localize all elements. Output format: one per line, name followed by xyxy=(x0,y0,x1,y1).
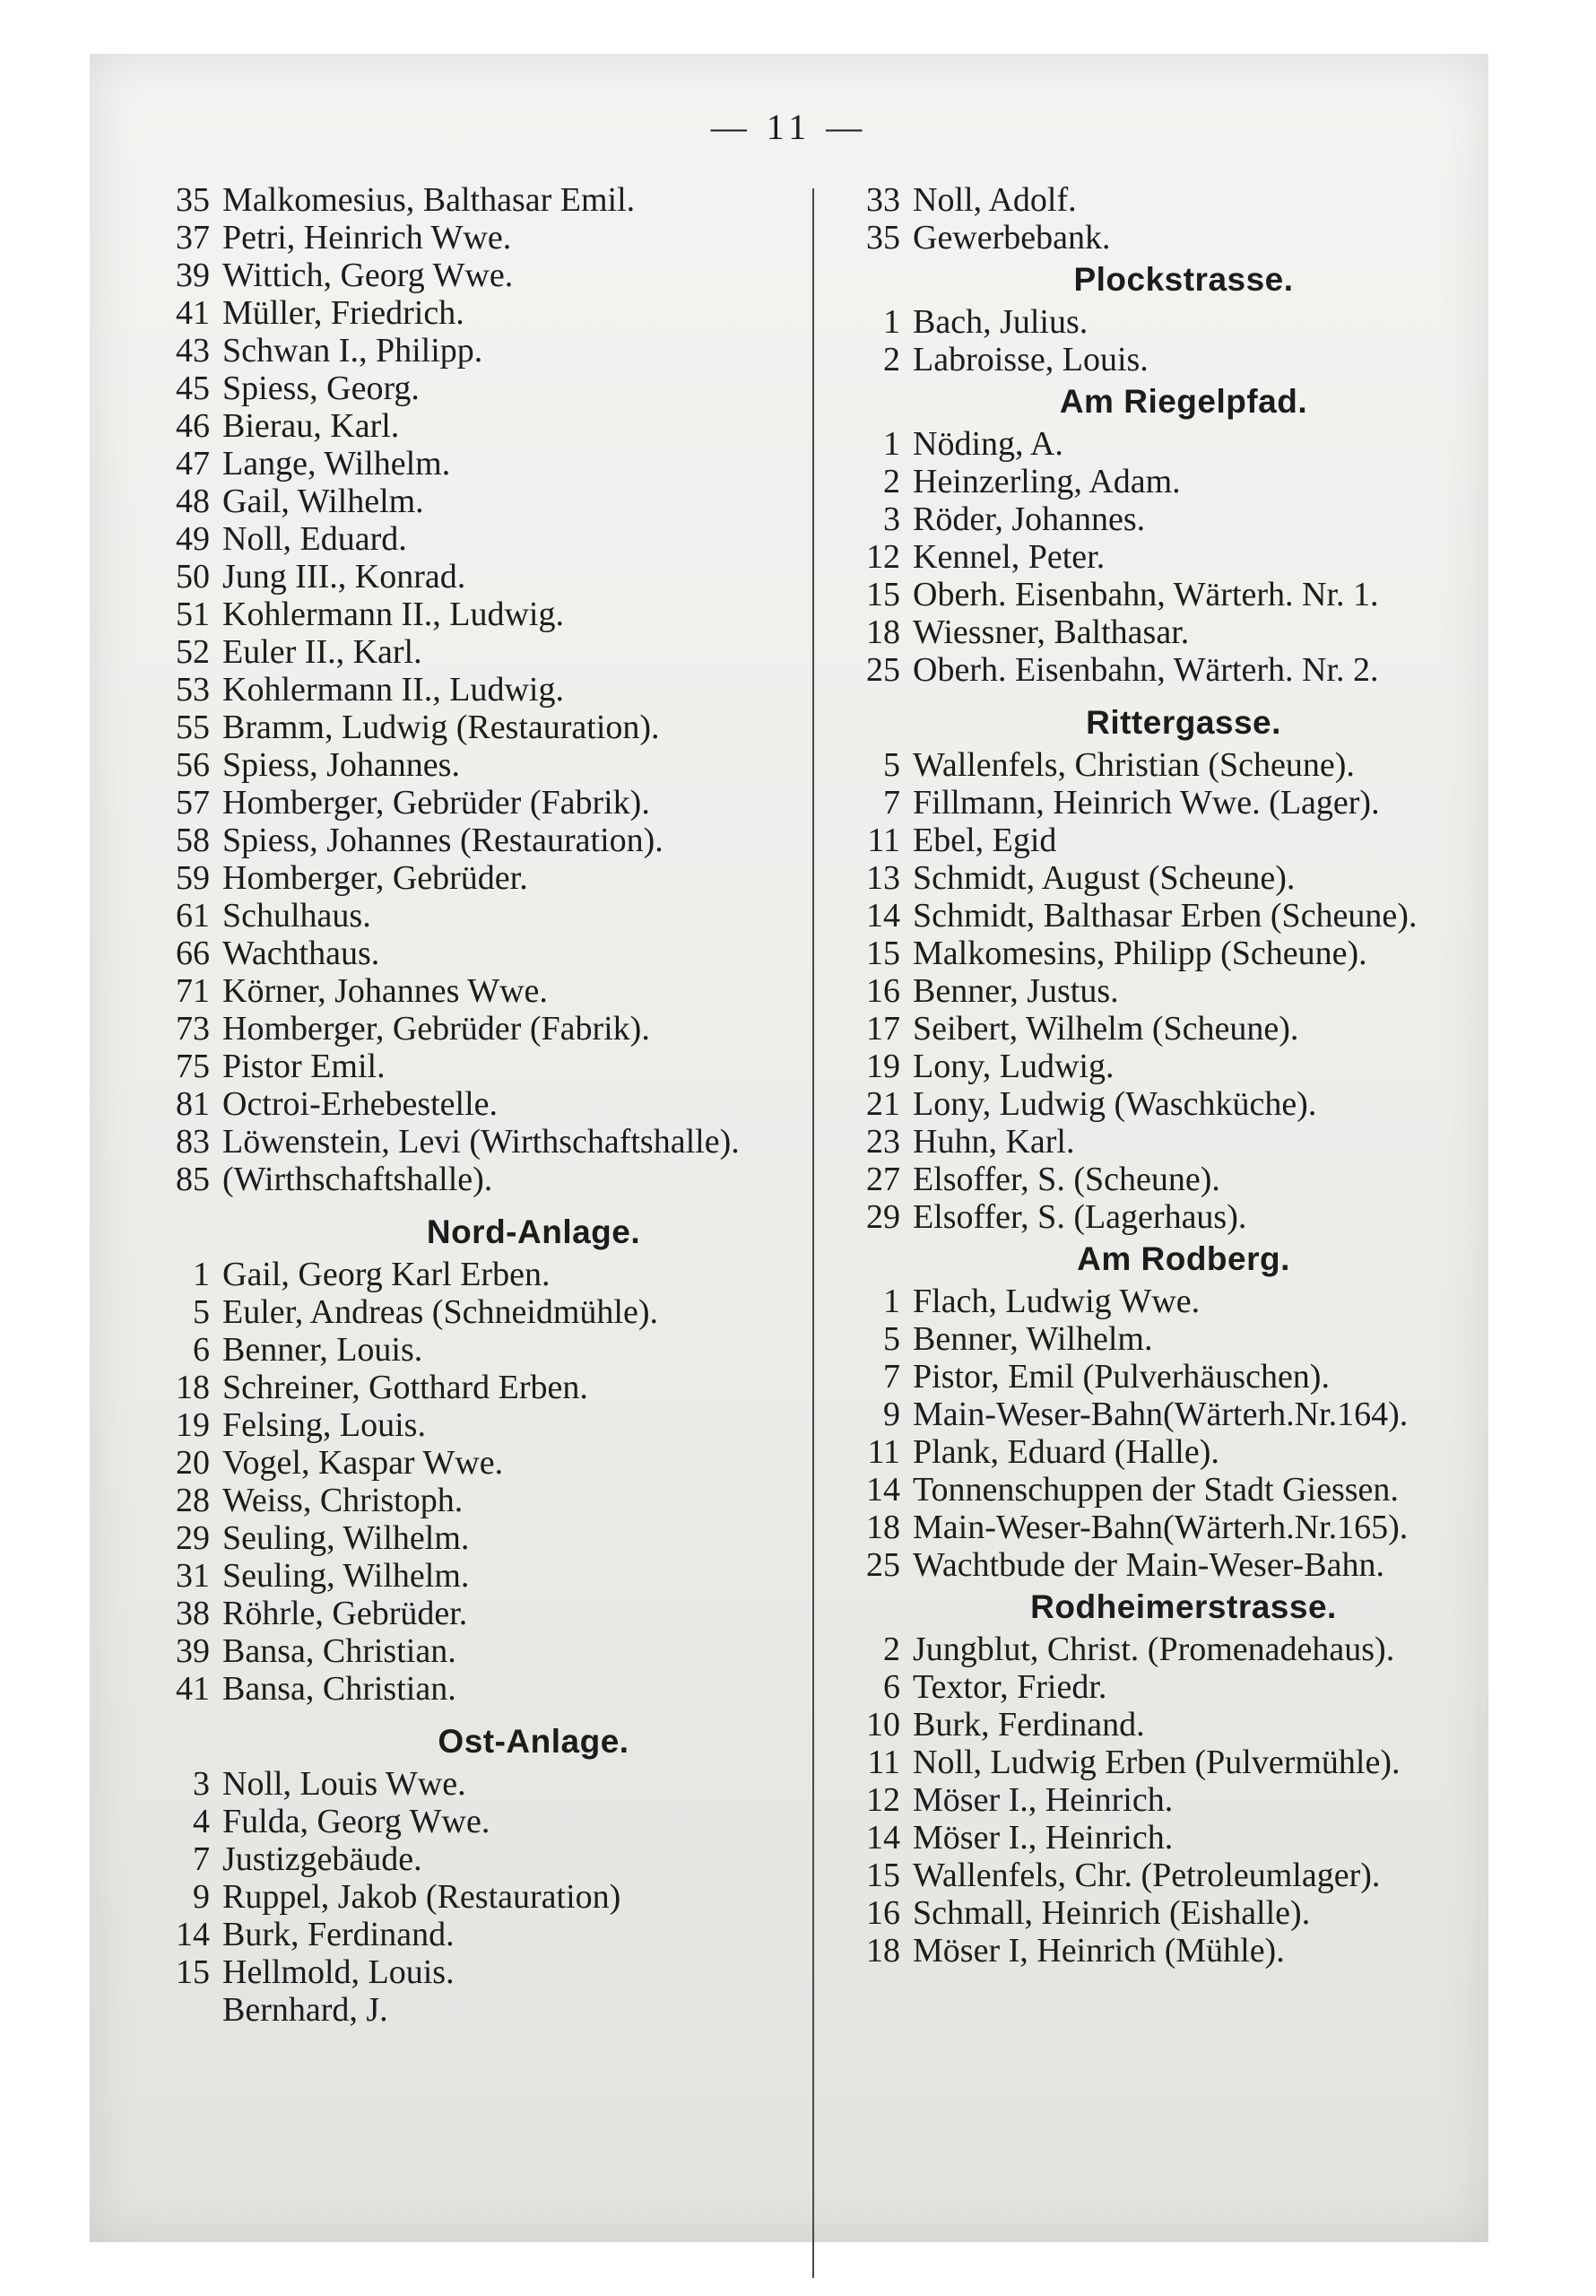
directory-entry xyxy=(843,1894,1470,1932)
entry-list xyxy=(843,303,1470,378)
resident-name: Oberh. Eisenbahn, Wärterh. Nr. 2. xyxy=(913,651,1379,689)
resident-name: Elsoffer, S. (Lagerhaus). xyxy=(913,1198,1247,1236)
resident-name: Kennel, Peter. xyxy=(913,538,1106,576)
resident-name: Möser I., Heinrich. xyxy=(913,1781,1174,1819)
house-number: 21 xyxy=(866,1085,900,1123)
directory-entry xyxy=(152,1557,852,1595)
house-number: 66 xyxy=(176,935,210,972)
house-number: 31 xyxy=(176,1557,210,1595)
directory-entry xyxy=(152,633,852,671)
house-number: 13 xyxy=(866,859,900,897)
directory-entry xyxy=(152,1991,852,2029)
directory-entry xyxy=(843,1471,1470,1509)
resident-name: Petri, Heinrich Wwe. xyxy=(222,219,512,257)
directory-entry xyxy=(152,1632,852,1670)
directory-entry xyxy=(843,1010,1470,1048)
house-number: 83 xyxy=(176,1123,210,1161)
house-number: 27 xyxy=(866,1161,900,1198)
directory-entry xyxy=(843,651,1470,689)
house-number: 33 xyxy=(866,181,900,219)
entry-list xyxy=(152,1256,852,1708)
house-number: 2 xyxy=(883,341,900,378)
house-number: 16 xyxy=(866,972,900,1010)
directory-entry xyxy=(843,181,1470,219)
resident-name: Pistor Emil. xyxy=(222,1048,386,1085)
house-number: 29 xyxy=(176,1519,210,1557)
resident-name: Bansa, Christian. xyxy=(222,1632,456,1670)
resident-name: Ruppel, Jakob (Restauration) xyxy=(222,1878,621,1916)
resident-name: Pistor, Emil (Pulverhäuschen). xyxy=(913,1358,1330,1396)
resident-name: Bierau, Karl. xyxy=(222,407,400,445)
resident-name: Möser I, Heinrich (Mühle). xyxy=(913,1932,1285,1970)
directory-entry xyxy=(843,1509,1470,1546)
resident-name: Octroi-Erhebestelle. xyxy=(222,1085,499,1123)
directory-entry xyxy=(843,341,1470,378)
resident-name: Schmidt, Balthasar Erben (Scheune). xyxy=(913,897,1418,935)
resident-name: Noll, Louis Wwe. xyxy=(222,1765,466,1803)
directory-entry xyxy=(843,1123,1470,1161)
house-number: 47 xyxy=(176,445,210,483)
resident-name: Lony, Ludwig (Waschküche). xyxy=(913,1085,1317,1123)
house-number: 6 xyxy=(883,1668,900,1706)
section-heading-rodheimerstrasse: Rodheimerstrasse. xyxy=(1030,1588,1337,1625)
house-number: 4 xyxy=(193,1803,210,1840)
resident-name: Benner, Wilhelm. xyxy=(913,1320,1153,1358)
entry-list xyxy=(843,181,1470,257)
directory-entry xyxy=(152,1953,852,1991)
directory-entry xyxy=(152,746,852,784)
resident-name: Fulda, Georg Wwe. xyxy=(222,1803,490,1840)
house-number: 43 xyxy=(176,332,210,370)
house-number: 57 xyxy=(176,784,210,822)
house-number: 14 xyxy=(866,1471,900,1509)
directory-entry xyxy=(152,1406,852,1444)
house-number: 11 xyxy=(867,1744,900,1781)
resident-name: Lange, Wilhelm. xyxy=(222,445,451,483)
house-number: 35 xyxy=(866,219,900,257)
directory-entry xyxy=(152,1369,852,1406)
house-number: 39 xyxy=(176,257,210,294)
resident-name: Homberger, Gebrüder. xyxy=(222,859,528,897)
house-number: 15 xyxy=(866,935,900,972)
house-number: 23 xyxy=(866,1123,900,1161)
directory-entry xyxy=(843,1433,1470,1471)
entry-list xyxy=(843,1283,1470,1584)
resident-name: Benner, Justus. xyxy=(913,972,1119,1010)
section-heading-am-riegelpfad: Am Riegelpfad. xyxy=(1059,383,1308,420)
section-heading-am-rodberg: Am Rodberg. xyxy=(1077,1240,1290,1277)
house-number: 55 xyxy=(176,709,210,746)
house-number: 1 xyxy=(193,1256,210,1293)
document-page xyxy=(90,54,1488,2242)
resident-name: Felsing, Louis. xyxy=(222,1406,426,1444)
directory-entry xyxy=(152,709,852,746)
directory-entry xyxy=(152,407,852,445)
resident-name: Oberh. Eisenbahn, Wärterh. Nr. 1. xyxy=(913,576,1379,613)
directory-entry xyxy=(152,1123,852,1161)
directory-entry xyxy=(152,257,852,294)
directory-entry xyxy=(843,1358,1470,1396)
directory-entry xyxy=(152,1444,852,1482)
directory-entry xyxy=(843,1320,1470,1358)
entry-list xyxy=(843,425,1470,689)
directory-entry xyxy=(843,1781,1470,1819)
resident-name: Labroisse, Louis. xyxy=(913,341,1149,378)
house-number: 46 xyxy=(176,407,210,445)
directory-entry xyxy=(152,822,852,859)
resident-name: Noll, Eduard. xyxy=(222,520,407,558)
resident-name: Schwan I., Philipp. xyxy=(222,332,483,370)
house-number: 2 xyxy=(883,1631,900,1668)
house-number: 5 xyxy=(193,1293,210,1331)
resident-name: Möser I., Heinrich. xyxy=(913,1819,1174,1857)
house-number: 3 xyxy=(883,500,900,538)
directory-entry xyxy=(843,1744,1470,1781)
directory-entry xyxy=(843,1546,1470,1584)
house-number: 18 xyxy=(866,1932,900,1970)
resident-name: Malkomesins, Philipp (Scheune). xyxy=(913,935,1367,972)
resident-name: Bramm, Ludwig (Restauration). xyxy=(222,709,660,746)
entry-list xyxy=(843,1631,1470,1970)
resident-name: Homberger, Gebrüder (Fabrik). xyxy=(222,1010,650,1048)
house-number: 14 xyxy=(866,897,900,935)
house-number: 7 xyxy=(883,1358,900,1396)
directory-entry xyxy=(152,897,852,935)
directory-entry xyxy=(152,1803,852,1840)
directory-entry xyxy=(152,1048,852,1085)
resident-name: Burk, Ferdinand. xyxy=(222,1916,455,1953)
house-number: 53 xyxy=(176,671,210,709)
house-number: 41 xyxy=(176,294,210,332)
resident-name: Röhrle, Gebrüder. xyxy=(222,1595,468,1632)
resident-name: Schulhaus. xyxy=(222,897,371,935)
directory-entry xyxy=(843,935,1470,972)
house-number: 51 xyxy=(176,596,210,633)
resident-name: Vogel, Kaspar Wwe. xyxy=(222,1444,504,1482)
resident-name: Körner, Johannes Wwe. xyxy=(222,972,548,1010)
house-number: 7 xyxy=(883,784,900,822)
house-number: 1 xyxy=(883,1283,900,1320)
directory-entry xyxy=(152,294,852,332)
resident-name: Elsoffer, S. (Scheune). xyxy=(913,1161,1220,1198)
house-number: 45 xyxy=(176,370,210,407)
house-number: 2 xyxy=(883,463,900,500)
resident-name: Wallenfels, Christian (Scheune). xyxy=(913,746,1355,784)
resident-name: Schmidt, August (Scheune). xyxy=(913,859,1296,897)
house-number: 1 xyxy=(883,303,900,341)
entry-list xyxy=(152,1765,852,2029)
resident-name: Nöding, A. xyxy=(913,425,1063,463)
section-heading-rittergasse: Rittergasse. xyxy=(1086,704,1281,741)
resident-name: Müller, Friedrich. xyxy=(222,294,464,332)
directory-entry xyxy=(843,746,1470,784)
resident-name: Seuling, Wilhelm. xyxy=(222,1557,470,1595)
resident-name: Spiess, Georg. xyxy=(222,370,420,407)
resident-name: Main-Weser-Bahn(Wärterh.Nr.165). xyxy=(913,1509,1409,1546)
house-number: 15 xyxy=(866,576,900,613)
house-number: 18 xyxy=(866,1509,900,1546)
resident-name: Spiess, Johannes. xyxy=(222,746,460,784)
house-number: 25 xyxy=(866,1546,900,1584)
directory-entry xyxy=(843,1048,1470,1085)
resident-name: Wiessner, Balthasar. xyxy=(913,613,1190,651)
directory-entry xyxy=(152,219,852,257)
resident-name: Kohlermann II., Ludwig. xyxy=(222,596,564,633)
directory-entry xyxy=(152,181,852,219)
resident-name: Weiss, Christoph. xyxy=(222,1482,464,1519)
house-number: 20 xyxy=(176,1444,210,1482)
house-number: 15 xyxy=(866,1857,900,1894)
resident-name: Flach, Ludwig Wwe. xyxy=(913,1283,1201,1320)
directory-entry xyxy=(152,596,852,633)
resident-name: (Wirthschaftshalle). xyxy=(222,1161,493,1198)
house-number: 15 xyxy=(176,1953,210,1991)
resident-name: Main-Weser-Bahn(Wärterh.Nr.164). xyxy=(913,1396,1409,1433)
resident-name: Gewerbebank. xyxy=(913,219,1111,257)
directory-entry xyxy=(152,1010,852,1048)
house-number: 18 xyxy=(176,1369,210,1406)
directory-entry xyxy=(152,972,852,1010)
house-number: 11 xyxy=(867,822,900,859)
resident-name: Bansa, Christian. xyxy=(222,1670,456,1708)
directory-entry xyxy=(152,558,852,596)
resident-name: Fillmann, Heinrich Wwe. (Lager). xyxy=(913,784,1380,822)
resident-name: Löwenstein, Levi (Wirthschaftshalle). xyxy=(222,1123,740,1161)
resident-name: Heinzerling, Adam. xyxy=(913,463,1181,500)
resident-name: Röder, Johannes. xyxy=(913,500,1146,538)
directory-entry xyxy=(152,935,852,972)
directory-entry xyxy=(152,1085,852,1123)
house-number: 29 xyxy=(866,1198,900,1236)
house-number: 9 xyxy=(193,1878,210,1916)
resident-name: Schreiner, Gotthard Erben. xyxy=(222,1369,588,1406)
directory-entry xyxy=(843,1668,1470,1706)
house-number: 49 xyxy=(176,520,210,558)
resident-name: Jungblut, Christ. (Promenadehaus). xyxy=(913,1631,1395,1668)
resident-name: Kohlermann II., Ludwig. xyxy=(222,671,564,709)
directory-entry xyxy=(843,1283,1470,1320)
directory-entry xyxy=(843,1198,1470,1236)
house-number: 39 xyxy=(176,1632,210,1670)
house-number: 59 xyxy=(176,859,210,897)
resident-name: Bernhard, J. xyxy=(222,1991,388,2029)
house-number: 17 xyxy=(866,1010,900,1048)
house-number: 81 xyxy=(176,1085,210,1123)
house-number: 9 xyxy=(883,1396,900,1433)
directory-entry xyxy=(152,1878,852,1916)
left-column xyxy=(152,181,852,2029)
house-number: 11 xyxy=(867,1433,900,1471)
directory-entry xyxy=(152,1595,852,1632)
directory-entry xyxy=(152,1670,852,1708)
resident-name: Noll, Adolf. xyxy=(913,181,1077,219)
house-number: 18 xyxy=(866,613,900,651)
directory-entry xyxy=(843,859,1470,897)
section-heading-nord-anlage: Nord-Anlage. xyxy=(426,1213,641,1250)
entry-list xyxy=(152,181,852,1198)
directory-entry xyxy=(152,1331,852,1369)
directory-entry xyxy=(843,219,1470,257)
right-column xyxy=(843,181,1470,1970)
directory-entry xyxy=(843,1819,1470,1857)
resident-name: Wachtbude der Main-Weser-Bahn. xyxy=(913,1546,1384,1584)
house-number: 7 xyxy=(193,1840,210,1878)
resident-name: Wachthaus. xyxy=(222,935,380,972)
directory-entry xyxy=(152,370,852,407)
directory-entry xyxy=(152,671,852,709)
house-number: 56 xyxy=(176,746,210,784)
resident-name: Euler II., Karl. xyxy=(222,633,422,671)
house-number: 35 xyxy=(176,181,210,219)
directory-entry xyxy=(152,445,852,483)
house-number: 61 xyxy=(176,897,210,935)
resident-name: Homberger, Gebrüder (Fabrik). xyxy=(222,784,650,822)
house-number: 48 xyxy=(176,483,210,520)
directory-entry xyxy=(843,1396,1470,1433)
directory-entry xyxy=(843,972,1470,1010)
resident-name: Seibert, Wilhelm (Scheune). xyxy=(913,1010,1299,1048)
directory-entry xyxy=(152,784,852,822)
house-number: 58 xyxy=(176,822,210,859)
house-number: 5 xyxy=(883,746,900,784)
directory-entry xyxy=(843,1932,1470,1970)
directory-entry xyxy=(152,332,852,370)
resident-name: Gail, Wilhelm. xyxy=(222,483,424,520)
entry-list xyxy=(843,746,1470,1236)
resident-name: Euler, Andreas (Schneidmühle). xyxy=(222,1293,659,1331)
resident-name: Tonnenschuppen der Stadt Giessen. xyxy=(913,1471,1399,1509)
resident-name: Burk, Ferdinand. xyxy=(913,1706,1145,1744)
directory-entry xyxy=(152,1519,852,1557)
directory-entry xyxy=(152,520,852,558)
directory-entry xyxy=(843,500,1470,538)
directory-entry xyxy=(843,897,1470,935)
resident-name: Wittich, Georg Wwe. xyxy=(222,257,514,294)
directory-entry xyxy=(843,1631,1470,1668)
resident-name: Noll, Ludwig Erben (Pulvermühle). xyxy=(913,1744,1401,1781)
resident-name: Seuling, Wilhelm. xyxy=(222,1519,470,1557)
resident-name: Ebel, Egid xyxy=(913,822,1057,859)
directory-entry xyxy=(843,1706,1470,1744)
resident-name: Huhn, Karl. xyxy=(913,1123,1075,1161)
house-number xyxy=(152,1991,222,2029)
section-heading-plockstrasse: Plockstrasse. xyxy=(1073,261,1294,298)
directory-entry xyxy=(843,1857,1470,1894)
directory-entry xyxy=(152,1840,852,1878)
resident-name: Textor, Friedr. xyxy=(913,1668,1107,1706)
house-number: 3 xyxy=(193,1765,210,1803)
directory-entry xyxy=(152,1765,852,1803)
directory-entry xyxy=(843,463,1470,500)
house-number: 75 xyxy=(176,1048,210,1085)
directory-entry xyxy=(843,613,1470,651)
house-number: 52 xyxy=(176,633,210,671)
house-number: 41 xyxy=(176,1670,210,1708)
house-number: 12 xyxy=(866,538,900,576)
directory-entry xyxy=(843,784,1470,822)
house-number: 14 xyxy=(866,1819,900,1857)
resident-name: Justizgebäude. xyxy=(222,1840,422,1878)
house-number: 5 xyxy=(883,1320,900,1358)
directory-entry xyxy=(843,1085,1470,1123)
directory-entry xyxy=(152,1161,852,1198)
directory-entry xyxy=(152,1482,852,1519)
directory-entry xyxy=(843,303,1470,341)
house-number: 85 xyxy=(176,1161,210,1198)
resident-name: Spiess, Johannes (Restauration). xyxy=(222,822,664,859)
directory-entry xyxy=(152,1256,852,1293)
directory-entry xyxy=(152,859,852,897)
house-number: 50 xyxy=(176,558,210,596)
directory-entry xyxy=(152,1916,852,1953)
house-number: 12 xyxy=(866,1781,900,1819)
resident-name: Wallenfels, Chr. (Petroleumlager). xyxy=(913,1857,1381,1894)
resident-name: Gail, Georg Karl Erben. xyxy=(222,1256,551,1293)
directory-entry xyxy=(152,1293,852,1331)
resident-name: Bach, Julius. xyxy=(913,303,1089,341)
resident-name: Jung III., Konrad. xyxy=(222,558,466,596)
page-number: — 11 — xyxy=(710,107,868,147)
house-number: 19 xyxy=(866,1048,900,1085)
house-number: 25 xyxy=(866,651,900,689)
section-heading-ost-anlage: Ost-Anlage. xyxy=(438,1723,629,1760)
house-number: 6 xyxy=(193,1331,210,1369)
resident-name: Plank, Eduard (Halle). xyxy=(913,1433,1219,1471)
directory-entry xyxy=(843,822,1470,859)
resident-name: Benner, Louis. xyxy=(222,1331,423,1369)
house-number: 71 xyxy=(176,972,210,1010)
house-number: 16 xyxy=(866,1894,900,1932)
house-number: 37 xyxy=(176,219,210,257)
directory-entry xyxy=(843,1161,1470,1198)
directory-entry xyxy=(843,538,1470,576)
directory-entry xyxy=(152,483,852,520)
house-number: 14 xyxy=(176,1916,210,1953)
house-number: 1 xyxy=(883,425,900,463)
house-number: 19 xyxy=(176,1406,210,1444)
house-number: 28 xyxy=(176,1482,210,1519)
house-number: 38 xyxy=(176,1595,210,1632)
resident-name: Schmall, Heinrich (Eishalle). xyxy=(913,1894,1311,1932)
directory-entry xyxy=(843,576,1470,613)
resident-name: Malkomesius, Balthasar Emil. xyxy=(222,181,636,219)
resident-name: Hellmold, Louis. xyxy=(222,1953,455,1991)
resident-name: Lony, Ludwig. xyxy=(913,1048,1115,1085)
house-number: 10 xyxy=(866,1706,900,1744)
directory-entry xyxy=(843,425,1470,463)
house-number: 73 xyxy=(176,1010,210,1048)
